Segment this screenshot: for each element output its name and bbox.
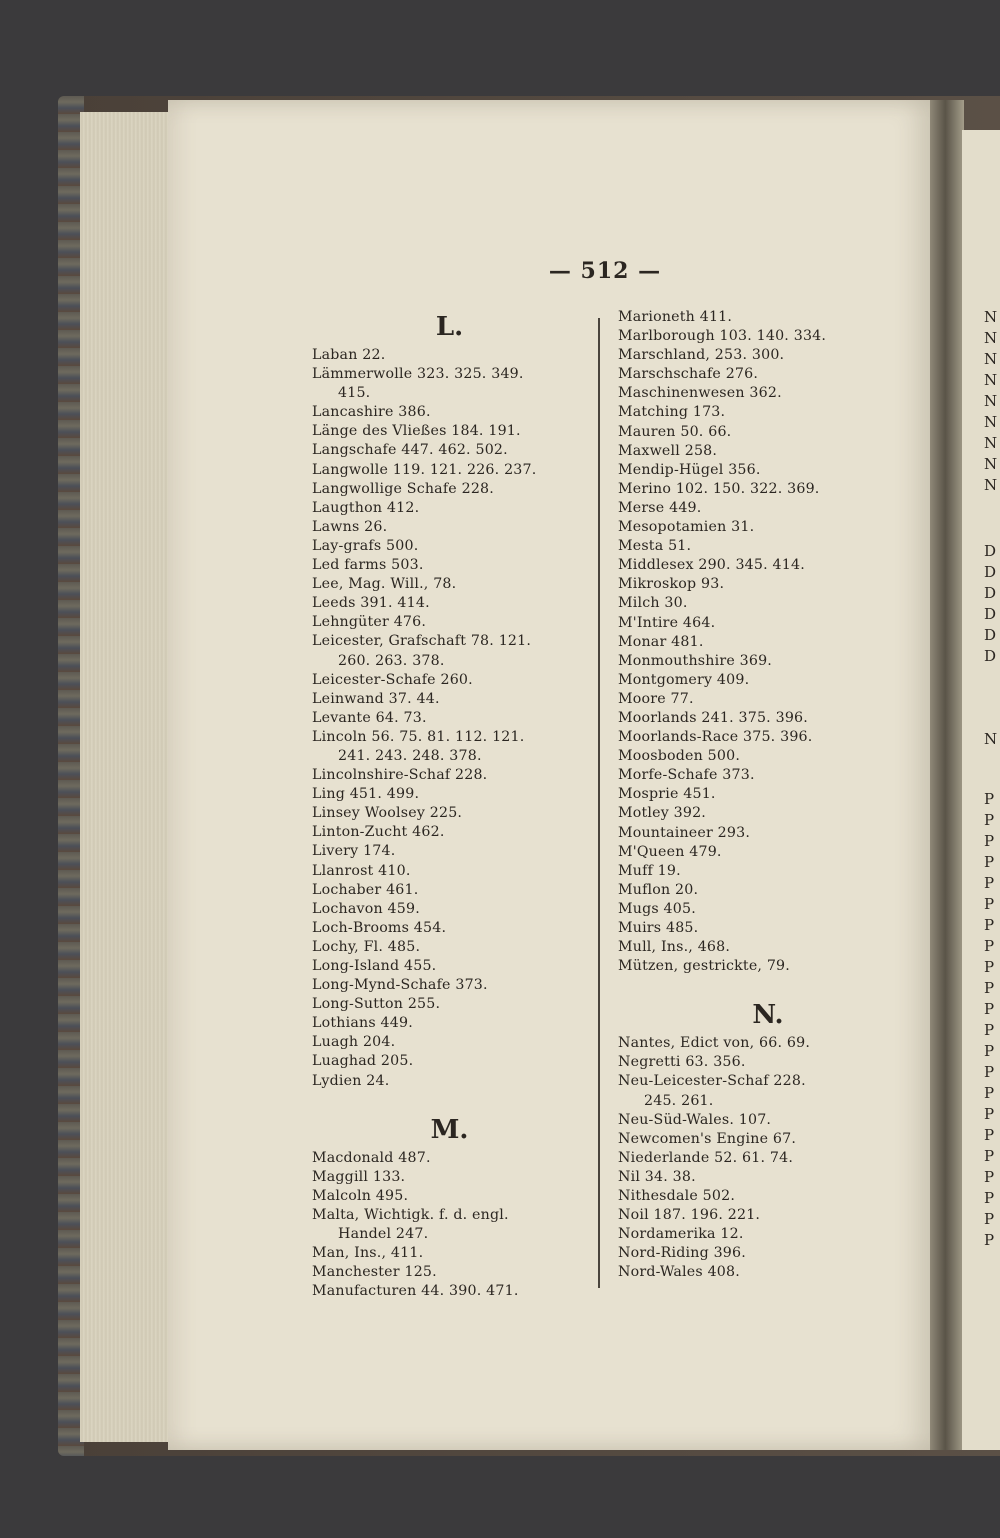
next-page-fragment: D: [984, 584, 997, 602]
next-page-fragment: N: [984, 413, 998, 431]
next-page-fragment: P: [984, 790, 995, 808]
section-letter: N.: [752, 1000, 784, 1031]
next-page-fragment: P: [984, 874, 995, 892]
index-entry: Middlesex 290. 345. 414.: [618, 557, 805, 574]
next-page-fragment: N: [984, 476, 998, 494]
index-entry: Lee, Mag. Will., 78.: [312, 576, 457, 593]
index-entry: Mosprie 451.: [618, 786, 716, 803]
index-entry: Loch-Brooms 454.: [312, 919, 447, 936]
index-entry: Long-Island 455.: [312, 958, 437, 974]
next-page-fragment: N: [984, 730, 998, 748]
index-entry: Mendip-Hügel 356.: [618, 461, 761, 478]
index-entry: Lehngüter 476.: [312, 614, 427, 631]
index-entry: Muirs 485.: [618, 920, 699, 936]
index-entry: Moorlands-Race 375. 396.: [618, 729, 813, 746]
next-page-fragment: N: [984, 455, 998, 473]
index-entry: Langwolle 119. 121. 226. 237.: [312, 461, 537, 478]
index-entry: Linsey Woolsey 225.: [312, 805, 463, 822]
next-page-fragment: P: [984, 1000, 995, 1018]
index-entry: Merino 102. 150. 322. 369.: [618, 480, 820, 497]
index-entry: Nil 34. 38.: [618, 1168, 696, 1185]
index-entry: Montgomery 409.: [618, 671, 750, 688]
index-entry: Leicester, Grafschaft 78. 121.: [312, 633, 532, 650]
index-entry: Marschschafe 276.: [618, 366, 759, 383]
next-page-fragment: D: [984, 626, 997, 644]
index-entry: Leeds 391. 414.: [312, 595, 430, 612]
next-page-fragment: P: [984, 853, 995, 871]
index-entry: Muff 19.: [618, 862, 681, 879]
index-entry: Negretti 63. 356.: [618, 1054, 746, 1071]
index-entry: Moore 77.: [618, 690, 694, 707]
index-entry-continuation: 241. 243. 248. 378.: [338, 747, 482, 764]
index-entry: Leinwand 37. 44.: [312, 690, 440, 707]
index-entry: Lochaber 461.: [312, 881, 419, 898]
page-stack: [80, 112, 176, 1442]
index-entry: Mützen, gestrickte, 79.: [618, 958, 790, 975]
index-entry: Matching 173.: [618, 404, 726, 421]
next-page-fragment: P: [984, 958, 995, 976]
index-entry: Neu-Süd-Wales. 107.: [618, 1111, 772, 1128]
index-entry: Long-Sutton 255.: [312, 996, 441, 1013]
next-page-fragment: P: [984, 895, 995, 913]
index-entry: Muflon 20.: [618, 881, 699, 898]
index-entry: Long-Mynd-Schafe 373.: [312, 977, 488, 994]
index-entry: Mauren 50. 66.: [618, 423, 732, 440]
index-entry: M'Intire 464.: [618, 614, 716, 631]
index-entry: Manufacturen 44. 390. 471.: [312, 1283, 519, 1300]
index-entry: Linton-Zucht 462.: [312, 824, 445, 841]
section-letter: M.: [430, 1114, 469, 1145]
index-column-right: [618, 308, 918, 1283]
book-gutter: [930, 100, 964, 1450]
index-entry: Langwollige Schafe 228.: [312, 480, 494, 497]
index-entry: Lydien 24.: [312, 1072, 390, 1089]
index-entry-continuation: 260. 263. 378.: [338, 652, 445, 669]
index-column-left: [312, 308, 597, 1301]
index-entry: Mesopotamien 31.: [618, 519, 755, 536]
index-entry: Nord-Wales 408.: [618, 1264, 740, 1281]
index-entry: Lincoln 56. 75. 81. 112. 121.: [312, 728, 525, 745]
next-page-fragment: D: [984, 563, 997, 581]
index-entry: Nantes, Edict von, 66. 69.: [618, 1035, 811, 1052]
next-page-fragment: N: [984, 371, 998, 389]
next-page-fragment: P: [984, 1231, 995, 1249]
section-spacer: [312, 1091, 597, 1111]
index-entry: Monar 481.: [618, 633, 704, 650]
index-entry: Lothians 449.: [312, 1015, 413, 1032]
next-page-fragment: D: [984, 605, 997, 623]
index-entry: Luaghad 205.: [312, 1053, 414, 1070]
index-entry: Maxwell 258.: [618, 442, 718, 459]
index-entry: Malcoln 495.: [312, 1187, 409, 1204]
index-entry: Lochy, Fl. 485.: [312, 938, 421, 955]
next-page-fragment: P: [984, 937, 995, 955]
index-entry: Led farms 503.: [312, 557, 424, 574]
index-entry: Marlborough 103. 140. 334.: [618, 328, 827, 345]
next-page-fragment: P: [984, 1084, 995, 1102]
index-entry: Nithesdale 502.: [618, 1188, 736, 1205]
next-page-edge: [962, 130, 1000, 1450]
next-page-fragment: P: [984, 979, 995, 997]
index-entry: Leicester-Schafe 260.: [312, 671, 473, 688]
index-entry: Laban 22.: [312, 347, 386, 363]
next-page-fragment: P: [984, 1210, 995, 1228]
index-entry: Marschland, 253. 300.: [618, 347, 785, 364]
next-page-fragment: P: [984, 1042, 995, 1060]
next-page-fragment: P: [984, 811, 995, 829]
index-entry: Moosboden 500.: [618, 748, 741, 765]
next-page-fragment: P: [984, 1105, 995, 1123]
index-entry: Lay-grafs 500.: [312, 537, 419, 554]
index-entry: Luagh 204.: [312, 1034, 396, 1051]
index-entry: Man, Ins., 411.: [312, 1245, 424, 1262]
index-entry: Langschafe 447. 462. 502.: [312, 442, 508, 459]
next-page-fragment: N: [984, 329, 998, 347]
index-entry: Maschinenwesen 362.: [618, 385, 782, 402]
next-page-fragment: N: [984, 308, 998, 326]
index-entry: Lochavon 459.: [312, 900, 420, 917]
index-entry: Llanrost 410.: [312, 862, 411, 879]
section-letter: L.: [435, 312, 464, 342]
next-page-fragment: P: [984, 1063, 995, 1081]
index-entry: Maggill 133.: [312, 1168, 406, 1185]
index-entry: Moorlands 241. 375. 396.: [618, 709, 808, 726]
index-entry: Lancashire 386.: [312, 404, 431, 421]
index-entry: Macdonald 487.: [312, 1149, 431, 1166]
index-entry: Lincolnshire-Schaf 228.: [312, 767, 488, 784]
index-entry: Levante 64. 73.: [312, 709, 427, 726]
index-entry: Mull, Ins., 468.: [618, 939, 731, 956]
index-entry: Mountaineer 293.: [618, 824, 751, 841]
index-entry: Mikroskop 93.: [618, 576, 725, 593]
section-spacer: [618, 976, 918, 996]
index-entry: Monmouthshire 369.: [618, 652, 773, 669]
index-entry: Noil 187. 196. 221.: [618, 1207, 761, 1224]
index-entry: Merse 449.: [618, 499, 702, 516]
next-page-fragment: P: [984, 832, 995, 850]
index-entry: Laugthon 412.: [312, 499, 420, 516]
index-entry: Motley 392.: [618, 805, 707, 822]
index-entry-continuation: Handel 247.: [338, 1226, 429, 1243]
index-entry: Livery 174.: [312, 843, 396, 860]
index-entry: Niederlande 52. 61. 74.: [618, 1149, 794, 1166]
index-entry: Nordamerika 12.: [618, 1226, 744, 1243]
index-entry: Lawns 26.: [312, 518, 388, 535]
index-entry: M'Queen 479.: [618, 843, 722, 860]
index-entry: Malta, Wichtigk. f. d. engl.: [312, 1206, 509, 1223]
index-entry: Milch 30.: [618, 595, 688, 612]
index-entry: Ling 451. 499.: [312, 786, 420, 803]
index-entry: Länge des Vließes 184. 191.: [312, 423, 521, 440]
next-page-fragment: P: [984, 1189, 995, 1207]
next-page-fragment: N: [984, 392, 998, 410]
index-entry: Marioneth 411.: [618, 309, 733, 325]
column-divider: [598, 318, 600, 1288]
index-entry: Manchester 125.: [312, 1264, 437, 1281]
next-page-fragment: P: [984, 1126, 995, 1144]
index-entry: Neu-Leicester-Schaf 228.: [618, 1073, 806, 1090]
page-number: — 512 —: [548, 258, 662, 284]
index-entry: Lämmerwolle 323. 325. 349.: [312, 366, 524, 383]
index-entry-continuation: 415.: [338, 385, 371, 402]
next-page-fragment: P: [984, 916, 995, 934]
index-entry: Morfe-Schafe 373.: [618, 767, 755, 784]
next-page-fragment: P: [984, 1147, 995, 1165]
next-page-fragment: N: [984, 434, 998, 452]
index-entry: Mesta 51.: [618, 538, 692, 555]
next-page-fragment: P: [984, 1021, 995, 1039]
next-page-fragment: P: [984, 1168, 995, 1186]
index-entry: Mugs 405.: [618, 900, 696, 917]
next-page-fragment: N: [984, 350, 998, 368]
next-page-fragment: D: [984, 542, 997, 560]
index-entry-continuation: 245. 261.: [644, 1092, 714, 1109]
next-page-fragment: D: [984, 647, 997, 665]
index-entry: Nord-Riding 396.: [618, 1245, 746, 1262]
index-entry: Newcomen's Engine 67.: [618, 1130, 797, 1147]
